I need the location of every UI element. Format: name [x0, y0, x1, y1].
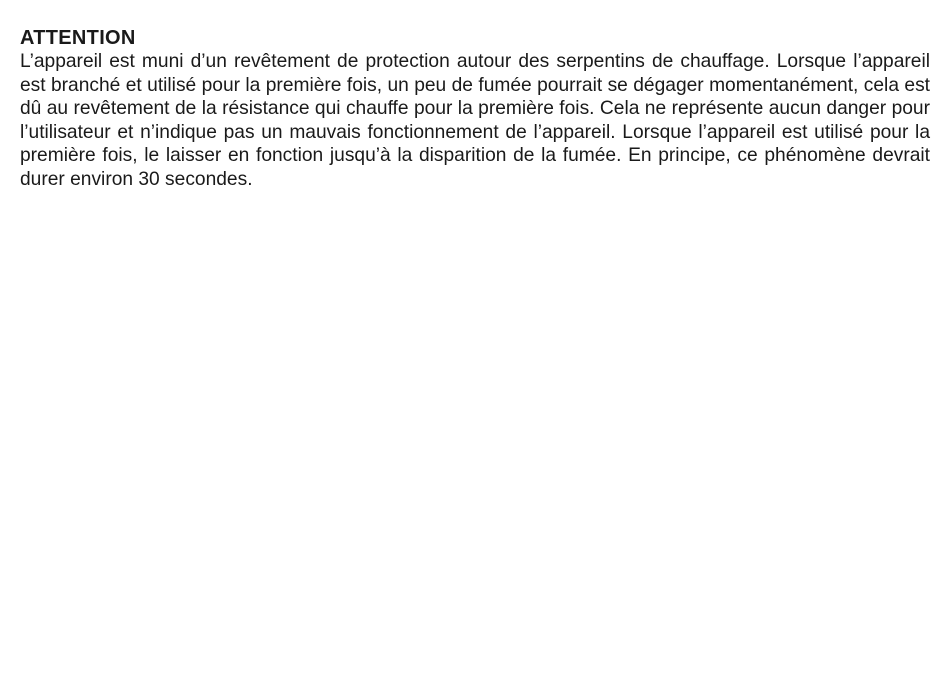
notice-heading: ATTENTION	[20, 27, 136, 49]
notice-body-text: L’appareil est muni d’un revêtement de protection autour des serpentins de chauffage. Lorsque l’appareil est branché et utilisé pour la première fois, un peu de fumée pourrait se dégager momentanément, cela est dû au revêtement de la résistance qui chauffe pour la première fois. Cela ne représente aucun danger pour l’utilisateur et n’indique pas un mauvais fonctionnement de l’appareil. Lorsque l’appareil est utilisé pour la première fois, le laisser en fonction jusqu’à la disparition de la fumée. En principe, ce phénomène devrait durer environ 30 secondes.	[20, 51, 930, 190]
attention-notice	[20, 26, 930, 191]
